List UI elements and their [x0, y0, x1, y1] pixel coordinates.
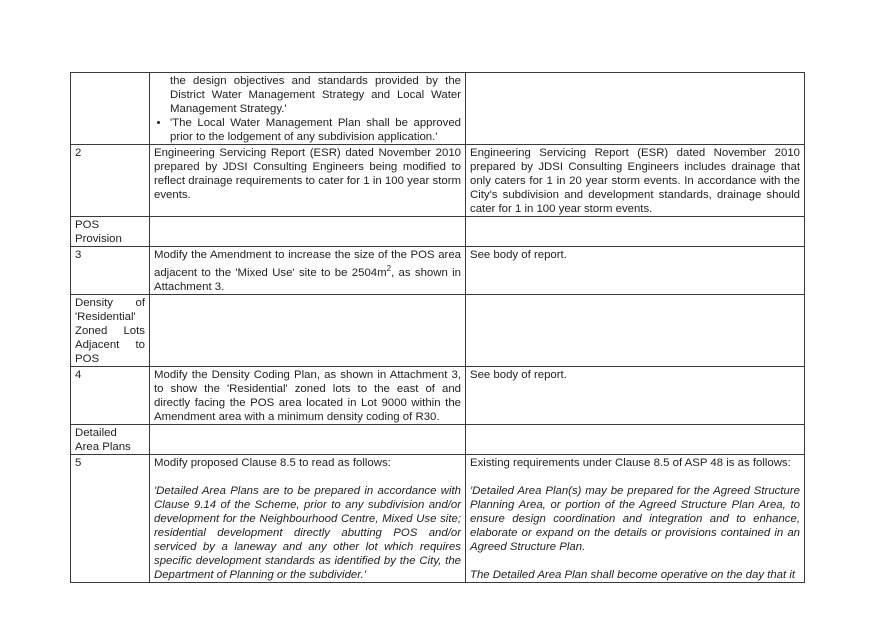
bullet-list — [154, 116, 461, 144]
heading-word: Lots — [123, 324, 145, 337]
empty-cell — [150, 424, 466, 454]
table-row — [71, 294, 805, 366]
modification-cell: Engineering Servicing Report (ESR) dated November 2010 prepared by JDSI Consulting Engineers being modified to reflect drainage requirements to cater for 1 in 100 year storm events. — [150, 145, 466, 217]
table-row — [71, 424, 805, 454]
table-row — [71, 73, 805, 145]
modifications-table — [70, 72, 805, 583]
modification-cell — [150, 247, 466, 295]
table-row — [71, 366, 805, 424]
section-heading — [71, 424, 150, 454]
heading-line: Detailed — [75, 426, 117, 439]
modification-cell — [150, 73, 466, 145]
comment-cell — [466, 73, 805, 145]
comment-quote: 'Detailed Area Plan(s) may be prepared for the Agreed Structure Planning Area, or portion of the Agreed Structure Plan Area, to ensure design coordination and integration and to enhance, elaborate or expand on the details or provisions contained in an Agreed Structure Plan. — [470, 484, 800, 553]
comment-cell — [466, 454, 805, 582]
number-cell: 4 — [71, 366, 150, 424]
heading-line: Provision — [75, 233, 122, 245]
heading-word: Density — [75, 296, 113, 309]
heading-line: POS — [75, 219, 100, 231]
section-heading — [71, 217, 150, 247]
table-row — [71, 145, 805, 217]
comment-intro: Existing requirements under Clause 8.5 of ASP 48 is as follows: — [470, 456, 791, 469]
heading-line: POS — [75, 352, 100, 365]
modification-quote: 'Detailed Area Plans are to be prepared in accordance with Clause 9.14 of the Scheme, prior to any subdivision and/or development for the Neighbourhood Centre, Mixed Use site; residential development directly abutting POS and/or serviced by a laneway and any other lot which requires specific development standards as identified by the City, the Department of Planning or the subdivider.' — [154, 484, 461, 581]
heading-word: Adjacent — [75, 338, 120, 351]
modification-text: Modify the Amendment to increase the size of the POS area adjacent to the 'Mixed Use' site to be 2504m — [154, 249, 461, 279]
empty-cell — [466, 294, 805, 366]
modification-intro: Modify proposed Clause 8.5 to read as follows: — [154, 456, 391, 469]
number-cell: 5 — [71, 454, 150, 582]
empty-cell — [466, 217, 805, 247]
table-row — [71, 454, 805, 582]
number-cell: 3 — [71, 247, 150, 295]
modification-cell — [150, 454, 466, 582]
empty-cell — [150, 217, 466, 247]
list-item: • 'The Local Water Management Plan shall be approved prior to the lodgement of any subdivision application.' — [170, 116, 461, 144]
continued-text: the design objectives and standards provided by the District Water Management Strategy and Local Water Management Strategy.' — [170, 75, 461, 115]
comment-cell: Engineering Servicing Report (ESR) dated November 2010 prepared by JDSI Consulting Engineers includes drainage that only caters for 1 in 20 year storm events. In accordance with the City's subdivision and development standards, drainage should cater for 1 in 100 year storm events. — [466, 145, 805, 217]
section-heading — [71, 294, 150, 366]
heading-word: of — [135, 296, 145, 309]
superscript: 2 — [386, 264, 392, 273]
table-row — [71, 217, 805, 247]
heading-line: Area Plans — [75, 440, 131, 453]
heading-line: 'Residential' — [75, 310, 136, 323]
empty-cell — [466, 424, 805, 454]
modification-cell: Modify the Density Coding Plan, as shown in Attachment 3, to show the 'Residential' zoned lots to the east of and directly facing the POS area located in Lot 9000 within the Amendment area with a minimum density coding of R30. — [150, 366, 466, 424]
comment-cell: See body of report. — [466, 366, 805, 424]
table-row — [71, 247, 805, 295]
empty-cell — [150, 294, 466, 366]
modification-text: , as shown in Attachment 3. — [154, 266, 462, 293]
comment-quote: The Detailed Area Plan shall become operative on the day that it — [470, 568, 796, 581]
heading-word: Zoned — [75, 324, 108, 337]
number-cell: 2 — [71, 145, 150, 217]
comment-cell: See body of report. — [466, 247, 805, 295]
number-cell — [71, 73, 150, 145]
heading-word: to — [135, 338, 145, 351]
